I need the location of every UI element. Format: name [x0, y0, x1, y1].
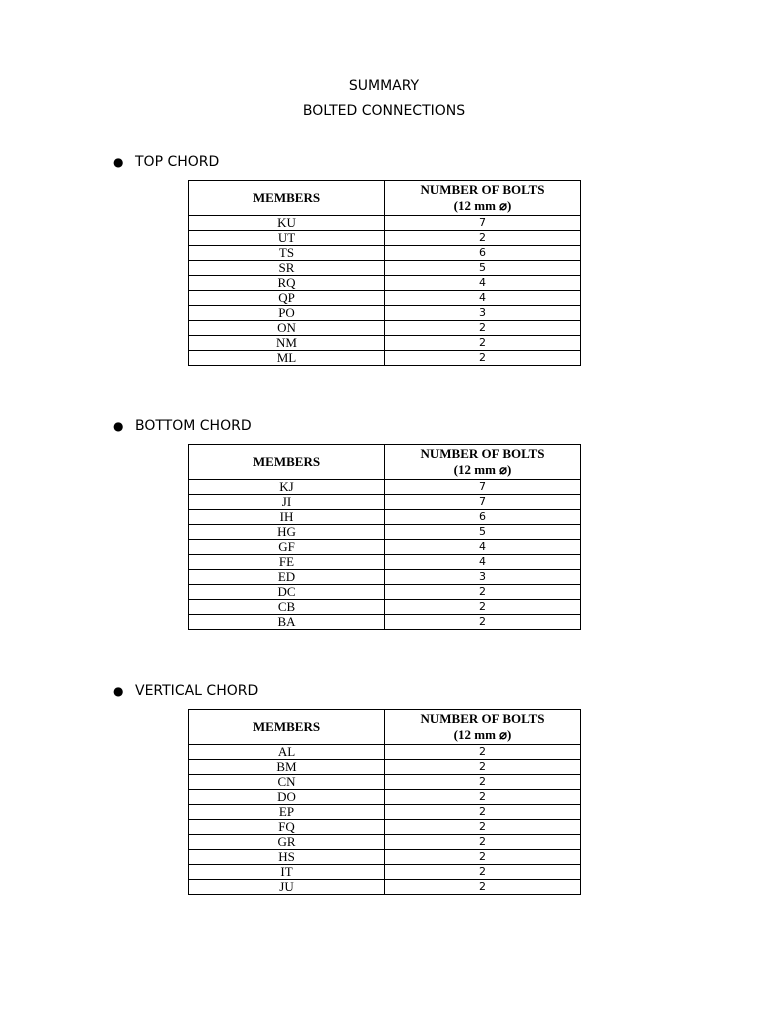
- table-row: [189, 835, 581, 850]
- section-label-text: VERTICAL CHORD: [135, 683, 259, 699]
- table-row: [189, 291, 581, 306]
- table-row: [189, 880, 581, 895]
- bullet-icon: ●: [113, 684, 124, 698]
- table-row: [189, 570, 581, 585]
- section-label-text: TOP CHORD: [135, 154, 220, 170]
- member-cell: GR: [189, 835, 385, 850]
- section-label-top-chord: [113, 153, 219, 171]
- table-row: [189, 745, 581, 760]
- bolt-count-cell: 6: [385, 246, 581, 261]
- bolts-header-pre: (12 mm: [453, 198, 500, 213]
- table-row: [189, 600, 581, 615]
- bolt-count-cell: 2: [385, 321, 581, 336]
- diameter-icon: ⌀: [499, 727, 507, 742]
- table-row: [189, 231, 581, 246]
- bolt-count-cell: 2: [385, 880, 581, 895]
- bolt-count-cell: 7: [385, 216, 581, 231]
- section-label-text: BOTTOM CHORD: [135, 418, 252, 434]
- member-cell: FQ: [189, 820, 385, 835]
- table-row: [189, 261, 581, 276]
- table-row: [189, 540, 581, 555]
- bolt-count-cell: 3: [385, 570, 581, 585]
- bolt-count-cell: 3: [385, 306, 581, 321]
- bolt-count-cell: 7: [385, 480, 581, 495]
- bolts-header-post: ): [506, 198, 512, 213]
- table-header-row: [189, 445, 581, 480]
- diameter-icon: ⌀: [499, 462, 507, 477]
- table-row: [189, 216, 581, 231]
- bolt-count-cell: 2: [385, 585, 581, 600]
- bolts-column-header: [385, 181, 581, 216]
- bolt-count-cell: 2: [385, 351, 581, 366]
- page-subtitle: BOLTED CONNECTIONS: [302, 103, 466, 119]
- table-row: [189, 336, 581, 351]
- table-row: [189, 760, 581, 775]
- members-column-header: MEMBERS: [189, 710, 385, 745]
- vertical-chord-table: [188, 709, 581, 895]
- top-chord-table: [188, 180, 581, 366]
- table-row: [189, 850, 581, 865]
- table-row: [189, 321, 581, 336]
- bolts-header-post: ): [506, 727, 512, 742]
- table-row: [189, 306, 581, 321]
- bolt-count-cell: 2: [385, 600, 581, 615]
- table-row: [189, 525, 581, 540]
- bullet-icon: ●: [113, 155, 124, 169]
- table-row: [189, 615, 581, 630]
- member-cell: KJ: [189, 480, 385, 495]
- members-column-header: MEMBERS: [189, 181, 385, 216]
- bolt-count-cell: 2: [385, 775, 581, 790]
- table-row: [189, 775, 581, 790]
- table-row: [189, 865, 581, 880]
- bolt-count-cell: 4: [385, 555, 581, 570]
- page-title: SUMMARY: [348, 78, 420, 94]
- member-cell: BM: [189, 760, 385, 775]
- bolt-count-cell: 2: [385, 850, 581, 865]
- table-row: [189, 805, 581, 820]
- section-label-bottom-chord: [113, 417, 252, 435]
- member-cell: HS: [189, 850, 385, 865]
- member-cell: AL: [189, 745, 385, 760]
- member-cell: RQ: [189, 276, 385, 291]
- bolt-count-cell: 4: [385, 276, 581, 291]
- table-row: [189, 820, 581, 835]
- bolt-count-cell: 2: [385, 336, 581, 351]
- member-cell: HG: [189, 525, 385, 540]
- bullet-icon: ●: [113, 419, 124, 433]
- bolt-count-cell: 2: [385, 835, 581, 850]
- bolt-count-cell: 6: [385, 510, 581, 525]
- bolts-column-header: [385, 445, 581, 480]
- bolt-count-cell: 2: [385, 790, 581, 805]
- diameter-icon: ⌀: [499, 198, 507, 213]
- member-cell: BA: [189, 615, 385, 630]
- table-row: [189, 276, 581, 291]
- member-cell: FE: [189, 555, 385, 570]
- member-cell: UT: [189, 231, 385, 246]
- member-cell: NM: [189, 336, 385, 351]
- bolt-count-cell: 2: [385, 745, 581, 760]
- bolt-count-cell: 7: [385, 495, 581, 510]
- bolt-count-cell: 5: [385, 261, 581, 276]
- table-row: [189, 495, 581, 510]
- member-cell: JU: [189, 880, 385, 895]
- member-cell: CN: [189, 775, 385, 790]
- member-cell: QP: [189, 291, 385, 306]
- bolt-count-cell: 2: [385, 615, 581, 630]
- bolts-header-line1: NUMBER OF BOLTS: [420, 711, 545, 726]
- member-cell: CB: [189, 600, 385, 615]
- member-cell: ML: [189, 351, 385, 366]
- bolt-count-cell: 5: [385, 525, 581, 540]
- bolt-count-cell: 2: [385, 231, 581, 246]
- table-header-row: [189, 710, 581, 745]
- bolts-header-pre: (12 mm: [453, 727, 500, 742]
- member-cell: DC: [189, 585, 385, 600]
- table-row: [189, 246, 581, 261]
- table-row: [189, 555, 581, 570]
- table-row: [189, 790, 581, 805]
- bolt-count-cell: 4: [385, 540, 581, 555]
- member-cell: JI: [189, 495, 385, 510]
- section-label-vertical-chord: [113, 682, 258, 700]
- member-cell: PO: [189, 306, 385, 321]
- bolts-column-header: [385, 710, 581, 745]
- member-cell: GF: [189, 540, 385, 555]
- member-cell: IH: [189, 510, 385, 525]
- bottom-chord-table: [188, 444, 581, 630]
- bolt-count-cell: 2: [385, 760, 581, 775]
- member-cell: ED: [189, 570, 385, 585]
- bolt-count-cell: 2: [385, 820, 581, 835]
- table-header-row: [189, 181, 581, 216]
- bolts-header-post: ): [506, 462, 512, 477]
- member-cell: SR: [189, 261, 385, 276]
- table-row: [189, 480, 581, 495]
- member-cell: TS: [189, 246, 385, 261]
- member-cell: IT: [189, 865, 385, 880]
- bolts-header-line1: NUMBER OF BOLTS: [420, 446, 545, 461]
- table-row: [189, 585, 581, 600]
- table-row: [189, 510, 581, 525]
- member-cell: ON: [189, 321, 385, 336]
- member-cell: DO: [189, 790, 385, 805]
- member-cell: KU: [189, 216, 385, 231]
- bolt-count-cell: 2: [385, 865, 581, 880]
- bolt-count-cell: 2: [385, 805, 581, 820]
- members-column-header: MEMBERS: [189, 445, 385, 480]
- bolt-count-cell: 4: [385, 291, 581, 306]
- member-cell: EP: [189, 805, 385, 820]
- bolts-header-pre: (12 mm: [453, 462, 500, 477]
- bolts-header-line1: NUMBER OF BOLTS: [420, 182, 545, 197]
- table-row: [189, 351, 581, 366]
